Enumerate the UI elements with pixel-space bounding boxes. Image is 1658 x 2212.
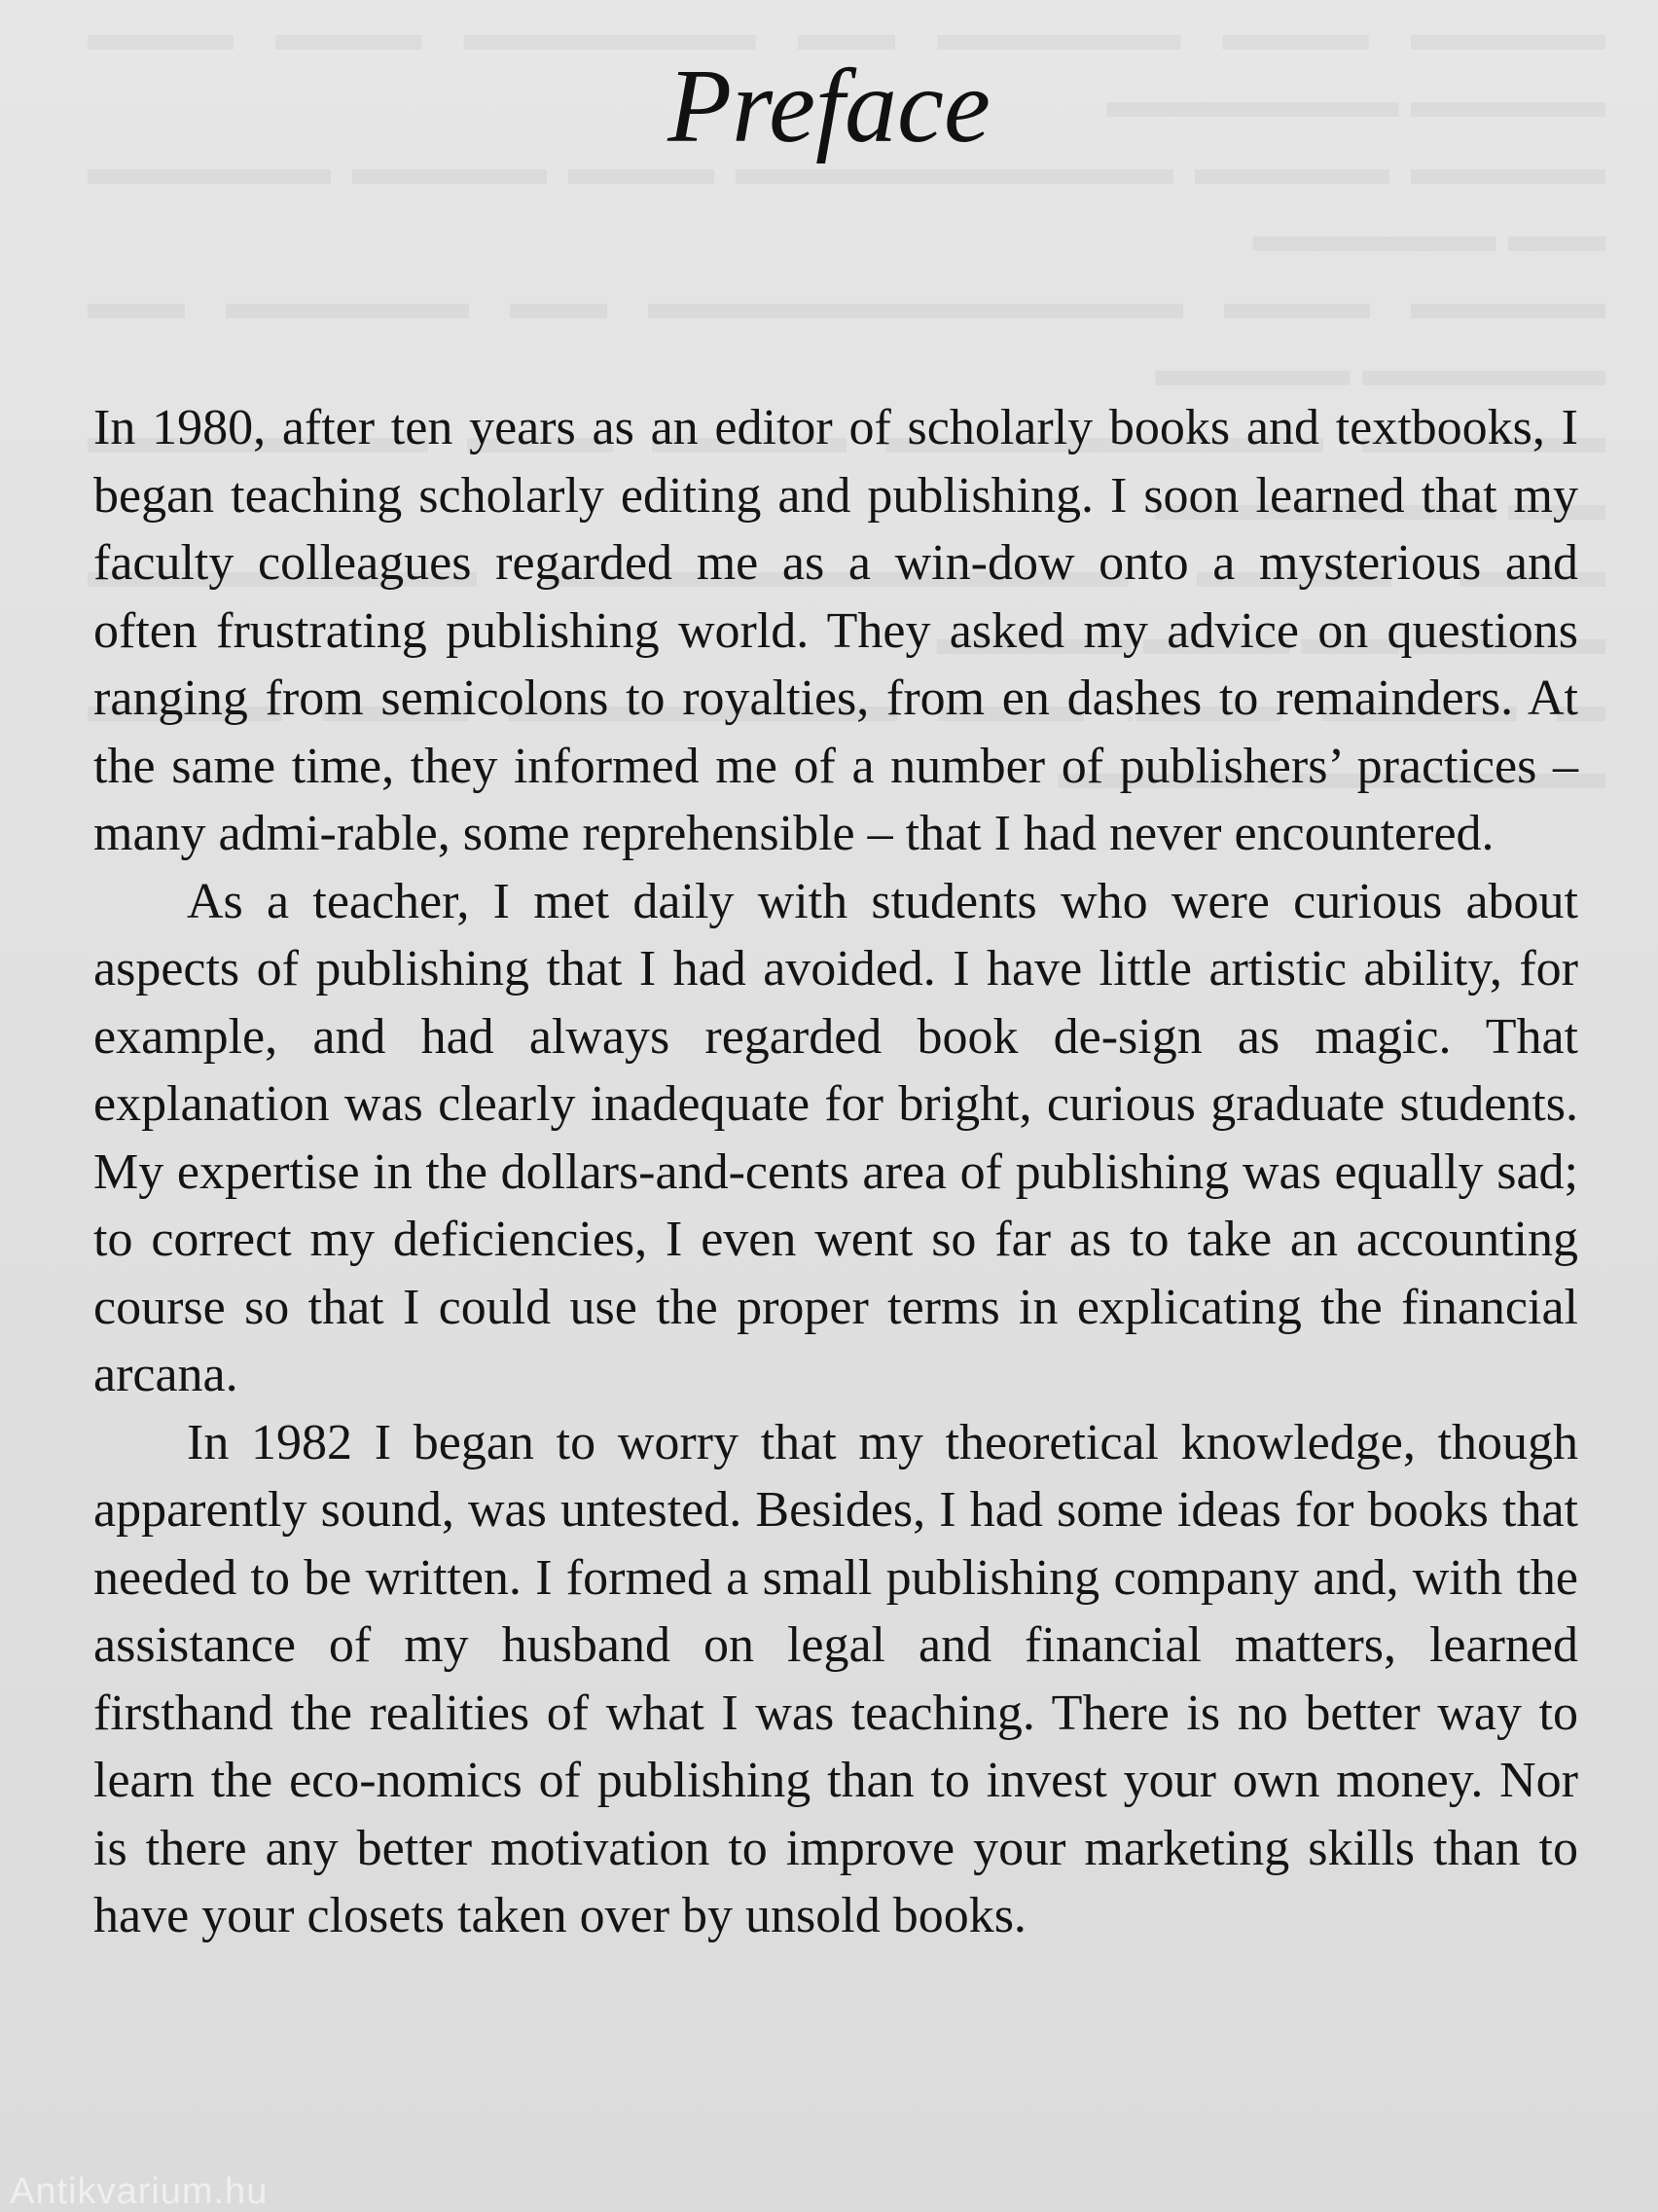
paragraph-3: In 1982 I began to worry that my theoretical knowledge, though apparently sound, was untested. Besides, I had some ideas for books that needed to be written. I formed a small publishing company and, with the assistance of my husband on legal and financial matters, learned firsthand the realities of what I was teaching. There is no better way to learn the eco-nomics of publishing than to invest your own money. Nor is there any better motivation to improve your marketing skills than to have your closets taken over by unsold books. xyxy=(93,1414,1578,1943)
paragraph-2: As a teacher, I met daily with students who were curious about aspects of publishing that I had avoided. I have little artistic ability, for example, and had always regarded book de-sign as magic. That explanation was clearly inadequate for bright, curious graduate students. My expertise in the dollars-and-cents area of publishing was equally sad; to correct my deficiencies, I even went so far as to take an accounting course so that I could use the proper terms in explicating the financial arcana. xyxy=(93,873,1578,1402)
preface-body xyxy=(93,394,1578,1950)
page-title: Preface xyxy=(667,49,991,164)
watermark: Antikvarium.hu xyxy=(10,2171,269,2212)
paragraph-1: In 1980, after ten years as an editor of scholarly books and textbooks, I began teaching scholarly editing and publishing. I soon learned that my faculty colleagues regarded me as a win-dow onto a mysterious and often frustrating publishing world. They asked my advice on questions ranging from semicolons to royalties, from en dashes to remainders. At the same time, they informed me of a number of publishers’ practices – many admi-rable, some reprehensible – that I had never encountered. xyxy=(93,400,1578,861)
